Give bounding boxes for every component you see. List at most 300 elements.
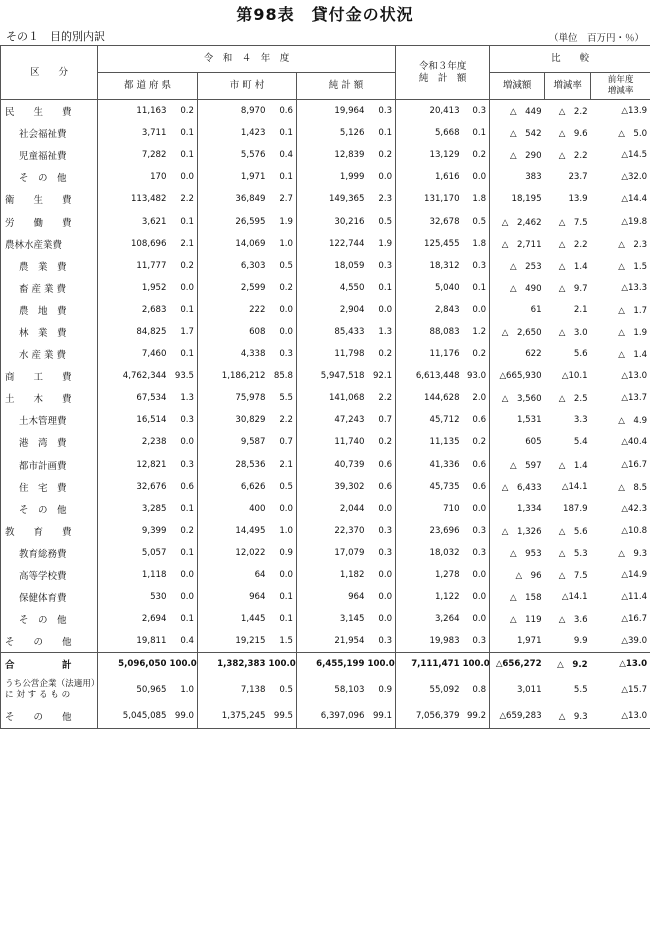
cell-value: 1.0	[170, 675, 198, 705]
row-label-text: 土木管理費	[19, 416, 67, 428]
table-row	[1, 431, 650, 453]
cell-value: 2.2	[269, 409, 297, 431]
cell-value: 18,059	[334, 260, 365, 271]
cell-value: 3,711	[141, 128, 167, 139]
cell-value: 1,118	[141, 570, 167, 581]
cell-value: △13.0	[591, 705, 650, 728]
cell-value: △ 5.3	[558, 548, 588, 559]
cell-value: △ 2,462	[501, 217, 542, 228]
row-label	[1, 608, 98, 630]
cell-value: 964	[348, 592, 365, 603]
row-label	[1, 166, 98, 188]
cell-value: 0.7	[368, 409, 396, 431]
cell-value: △ 3.0	[558, 327, 588, 338]
cell-value: 0.2	[368, 144, 396, 166]
cell-value: 2,238	[141, 437, 167, 448]
cell-value: 9.9	[573, 636, 588, 647]
cell-value: △32.0	[591, 166, 650, 188]
table-row	[1, 277, 650, 299]
cell-value: 5,040	[434, 282, 460, 293]
row-label	[1, 299, 98, 321]
cell-value: 0.1	[170, 343, 198, 365]
cell-value: 2.2	[170, 188, 198, 210]
cell-value: 0.0	[368, 564, 396, 586]
cell-value: 11,777	[136, 260, 167, 271]
cell-value: 0.3	[368, 255, 396, 277]
cell-value: 14,495	[235, 525, 266, 536]
page-title: 第98表 貸付金の状況	[236, 5, 414, 24]
cell-value: 21,954	[334, 636, 365, 647]
cell-value: 22,370	[334, 525, 365, 536]
row-label	[1, 498, 98, 520]
cell-value: △ 4.9	[591, 409, 650, 431]
row-label	[1, 520, 98, 542]
cell-value: 1,423	[240, 128, 266, 139]
cell-value: 0.5	[269, 255, 297, 277]
cell-value: 122,744	[328, 238, 365, 249]
cell-value: 0.0	[368, 498, 396, 520]
cell-value: △ 3.6	[558, 615, 588, 626]
table-row	[1, 653, 650, 676]
cell-value: △ 490	[509, 283, 542, 294]
cell-value: △11.4	[591, 586, 650, 608]
cell-value: 1.8	[463, 233, 490, 255]
cell-value: 0.0	[463, 608, 490, 630]
cell-value: 0.2	[368, 343, 396, 365]
cell-value: 0.1	[170, 608, 198, 630]
cell-value: 0.9	[368, 675, 396, 705]
cell-value: 0.0	[170, 166, 198, 188]
cell-value: 1,445	[240, 614, 266, 625]
table-row	[1, 100, 650, 123]
cell-value: 64	[254, 570, 266, 581]
cell-value: 5,126	[339, 128, 365, 139]
row-label	[1, 387, 98, 409]
row-label-text: そ の 他	[19, 615, 67, 627]
cell-value: 0.0	[269, 564, 297, 586]
row-label-text: に 対 す る も の	[5, 690, 71, 701]
cell-value: 0.6	[463, 476, 490, 498]
cell-value: 1.3	[368, 321, 396, 343]
cell-value: 19,811	[136, 636, 167, 647]
row-label	[1, 100, 98, 123]
table-row	[1, 476, 650, 498]
cell-value: 0.5	[368, 210, 396, 232]
cell-value: 99.1	[368, 705, 396, 728]
table-row	[1, 122, 650, 144]
cell-value: 41,336	[429, 459, 460, 470]
table-row	[1, 343, 650, 365]
cell-value: △16.7	[591, 454, 650, 476]
cell-value: 5.6	[573, 349, 588, 360]
cell-value: 0.2	[463, 431, 490, 453]
cell-value: 0.3	[269, 343, 297, 365]
header-net: 純 計 額	[297, 73, 396, 100]
cell-value: 0.0	[463, 299, 490, 321]
cell-value: 14,069	[235, 238, 266, 249]
row-label	[1, 188, 98, 210]
cell-value: 125,455	[424, 238, 460, 249]
row-label-text: そ の 他	[5, 712, 72, 724]
cell-value: 32,676	[136, 481, 167, 492]
cell-value: 100.0	[368, 653, 396, 676]
table-row	[1, 586, 650, 608]
row-label-text: 児童福祉費	[19, 151, 67, 163]
cell-value: △13.7	[591, 387, 650, 409]
cell-value: 1.0	[269, 520, 297, 542]
cell-value: 3,621	[141, 216, 167, 227]
row-label-text: 教育総務費	[19, 548, 67, 560]
row-label-text: うち公営企業（法適用）	[5, 679, 100, 690]
cell-value: 1.8	[463, 188, 490, 210]
cell-value: 0.0	[170, 277, 198, 299]
header-pref: 都 道 府 県	[98, 73, 198, 100]
cell-value: 30,829	[235, 415, 266, 426]
cell-value: 0.0	[368, 299, 396, 321]
cell-value: 3.3	[573, 415, 588, 426]
cell-value: 0.1	[463, 277, 490, 299]
cell-value: △ 1.7	[591, 299, 650, 321]
row-label	[1, 255, 98, 277]
cell-value: 0.2	[269, 277, 297, 299]
table-row	[1, 321, 650, 343]
cell-value: 0.0	[463, 564, 490, 586]
cell-value: △ 6,433	[501, 482, 542, 493]
row-label-text: そ の 他	[19, 504, 67, 516]
cell-value: 13.9	[568, 194, 588, 205]
row-label-text: 林 業 費	[19, 327, 67, 339]
cell-value: 0.1	[170, 498, 198, 520]
cell-value: 55,092	[429, 685, 460, 696]
cell-value: △ 2.2	[558, 151, 588, 162]
cell-value: 0.9	[269, 542, 297, 564]
cell-value: 0.0	[170, 564, 198, 586]
cell-value: △10.8	[591, 520, 650, 542]
cell-value: 0.2	[170, 100, 198, 123]
cell-value: △ 9.6	[558, 129, 588, 140]
table-row	[1, 608, 650, 630]
cell-value: 2.0	[463, 387, 490, 409]
row-label	[1, 365, 98, 387]
cell-value: 0.1	[170, 299, 198, 321]
cell-value: 131,170	[424, 194, 460, 205]
cell-value: 113,482	[130, 194, 167, 205]
cell-value: 0.3	[368, 100, 396, 123]
cell-value: 1,278	[434, 570, 460, 581]
cell-value: 0.2	[368, 431, 396, 453]
cell-value: 100.0	[269, 653, 297, 676]
cell-value: 383	[525, 172, 542, 183]
cell-value: 99.0	[170, 705, 198, 728]
cell-value: 0.1	[170, 144, 198, 166]
cell-value: 710	[443, 503, 460, 514]
cell-value: 1,186,212	[221, 371, 266, 382]
cell-value: 0.4	[269, 144, 297, 166]
cell-value: △ 2.2	[558, 239, 588, 250]
cell-value: 93.0	[463, 365, 490, 387]
cell-value: 108,696	[130, 238, 167, 249]
header-prev-line2: 増減率	[607, 86, 634, 96]
cell-value: 144,628	[424, 393, 460, 404]
cell-value: 2,044	[339, 503, 365, 514]
cell-value: 3,285	[141, 503, 167, 514]
cell-value: 0.0	[368, 586, 396, 608]
cell-value: 0.6	[463, 454, 490, 476]
row-label	[1, 144, 98, 166]
loan-table	[0, 45, 650, 729]
cell-value: 18,312	[429, 260, 460, 271]
header-compare: 比 較	[490, 46, 650, 73]
cell-value: 12,821	[136, 459, 167, 470]
cell-value: 11,176	[429, 349, 460, 360]
row-label-text: そ の 他	[19, 173, 67, 185]
header-prev-line1: 前年度	[607, 75, 634, 85]
cell-value: 2.1	[573, 304, 588, 315]
cell-value: 170	[150, 172, 167, 183]
cell-value: △14.9	[591, 564, 650, 586]
cell-value: 1,971	[240, 172, 266, 183]
cell-value: 1,971	[516, 636, 542, 647]
cell-value: 88,083	[429, 326, 460, 337]
cell-value: 6,303	[240, 260, 266, 271]
table-row	[1, 387, 650, 409]
cell-value: 1.5	[269, 630, 297, 653]
cell-value: 5.5	[269, 387, 297, 409]
cell-value: 2,904	[339, 304, 365, 315]
header-muni: 市 町 村	[198, 73, 297, 100]
row-label	[1, 630, 98, 653]
cell-value: △ 542	[509, 129, 542, 140]
table-row	[1, 233, 650, 255]
row-label-text: 住 宅 費	[19, 482, 67, 494]
cell-value: △39.0	[591, 630, 650, 653]
cell-value: 7,460	[141, 349, 167, 360]
cell-value: △ 9.3	[591, 542, 650, 564]
cell-value: 1,952	[141, 282, 167, 293]
cell-value: 0.0	[463, 166, 490, 188]
cell-value: △659,283	[490, 705, 545, 728]
cell-value: 0.0	[269, 299, 297, 321]
row-label	[1, 675, 98, 705]
cell-value: 11,740	[334, 437, 365, 448]
row-label-text: 農林水産業費	[5, 239, 63, 251]
row-label	[1, 586, 98, 608]
cell-value: 5.4	[573, 437, 588, 448]
cell-value: △ 1.5	[591, 255, 650, 277]
row-label	[1, 321, 98, 343]
table-row	[1, 409, 650, 431]
cell-value: 0.3	[368, 630, 396, 653]
cell-value: 0.0	[170, 586, 198, 608]
cell-value: 0.1	[269, 608, 297, 630]
cell-value: 2.7	[269, 188, 297, 210]
unit-note: （単位 百万円・％）	[548, 33, 644, 44]
cell-value: △ 9.7	[558, 283, 588, 294]
cell-value: 2.3	[368, 188, 396, 210]
cell-value: 1.2	[463, 321, 490, 343]
cell-value: 400	[249, 503, 266, 514]
cell-value: 0.1	[170, 210, 198, 232]
row-label-text: 労 働 費	[5, 217, 72, 229]
cell-value: 0.3	[463, 542, 490, 564]
cell-value: △ 158	[509, 593, 542, 604]
cell-value: 0.1	[368, 277, 396, 299]
cell-value: 0.2	[170, 520, 198, 542]
cell-value: 0.1	[170, 542, 198, 564]
cell-value: 84,825	[136, 326, 167, 337]
cell-value: △19.8	[591, 210, 650, 232]
cell-value: 0.5	[269, 476, 297, 498]
cell-value: 23,696	[429, 525, 460, 536]
cell-value: 36,849	[235, 194, 266, 205]
cell-value: 50,965	[136, 685, 167, 696]
cell-value: 3,264	[434, 614, 460, 625]
cell-value: 187.9	[562, 503, 588, 514]
cell-value: 11,163	[136, 106, 167, 117]
cell-value: 85.8	[269, 365, 297, 387]
table-row	[1, 299, 650, 321]
header-diff: 増減額	[490, 73, 545, 100]
cell-value: 19,983	[429, 636, 460, 647]
cell-value: △ 597	[509, 460, 542, 471]
row-label-text: 農 地 費	[19, 305, 67, 317]
cell-value: 0.3	[368, 542, 396, 564]
cell-value: 0.5	[463, 210, 490, 232]
table-row	[1, 498, 650, 520]
row-label-text: 教 育 費	[5, 526, 72, 538]
cell-value: 0.5	[269, 675, 297, 705]
cell-value: 5,096,050	[98, 653, 170, 676]
cell-value: △10.1	[561, 371, 588, 382]
table-row	[1, 630, 650, 653]
cell-value: 0.1	[269, 586, 297, 608]
row-label-text: 農 業 費	[19, 261, 67, 273]
cell-value: 2,599	[240, 282, 266, 293]
cell-value: 39,302	[334, 481, 365, 492]
cell-value: 19,964	[334, 106, 365, 117]
row-label-text: 合 計	[5, 660, 72, 672]
cell-value: 7,056,379	[396, 705, 463, 728]
cell-value: 0.3	[463, 630, 490, 653]
cell-value: 0.2	[463, 343, 490, 365]
table-row	[1, 166, 650, 188]
row-label	[1, 476, 98, 498]
cell-value: 93.5	[170, 365, 198, 387]
cell-value: 0.7	[269, 431, 297, 453]
cell-value: 75,978	[235, 393, 266, 404]
cell-value: △ 953	[509, 548, 542, 559]
cell-value: 99.2	[463, 705, 490, 728]
cell-value: 61	[530, 304, 542, 315]
cell-value: 85,433	[334, 326, 365, 337]
cell-value: 0.0	[463, 498, 490, 520]
cell-value: △665,930	[499, 371, 542, 382]
cell-value: 12,022	[235, 547, 266, 558]
cell-value: 100.0	[463, 653, 490, 676]
cell-value: 0.3	[463, 100, 490, 123]
cell-value: △ 2.2	[558, 107, 588, 118]
cell-value: 5,668	[434, 128, 460, 139]
header-r3	[396, 46, 490, 100]
cell-value: 2.1	[269, 454, 297, 476]
cell-value: 222	[249, 304, 266, 315]
cell-value: 4,762,344	[122, 371, 167, 382]
cell-value: 45,735	[429, 481, 460, 492]
cell-value: 3,145	[339, 614, 365, 625]
cell-value: 0.0	[368, 166, 396, 188]
cell-value: 1,122	[434, 592, 460, 603]
cell-value: 40,739	[334, 459, 365, 470]
cell-value: 0.3	[170, 409, 198, 431]
cell-value: △16.7	[591, 608, 650, 630]
cell-value: 7,138	[240, 685, 266, 696]
cell-value: △13.0	[591, 653, 650, 676]
row-label	[1, 653, 98, 676]
cell-value: 0.0	[269, 498, 297, 520]
cell-value: △ 9.3	[545, 705, 591, 728]
table-row	[1, 188, 650, 210]
cell-value: △ 2,650	[501, 327, 542, 338]
cell-value: 30,216	[334, 216, 365, 227]
cell-value: △ 7.5	[558, 571, 588, 582]
cell-value: 17,079	[334, 547, 365, 558]
row-label-text: 高等学校費	[19, 571, 67, 583]
cell-value: △ 1.4	[591, 343, 650, 365]
cell-value: 16,514	[136, 415, 167, 426]
cell-value: 28,536	[235, 459, 266, 470]
cell-value: 0.3	[170, 454, 198, 476]
row-label	[1, 454, 98, 476]
cell-value: △ 1.4	[558, 261, 588, 272]
row-label	[1, 122, 98, 144]
cell-value: 23.7	[568, 172, 588, 183]
cell-value: 0.2	[170, 255, 198, 277]
cell-value: 6,626	[240, 481, 266, 492]
header-prev	[591, 73, 650, 100]
cell-value: △ 1.4	[558, 460, 588, 471]
cell-value: 0.1	[269, 166, 297, 188]
cell-value: △ 2,711	[501, 239, 542, 250]
cell-value: 0.8	[463, 675, 490, 705]
row-label	[1, 542, 98, 564]
table-row	[1, 255, 650, 277]
row-label	[1, 343, 98, 365]
header-r4: 令 和 ４ 年 度	[98, 46, 396, 73]
cell-value: △14.4	[591, 188, 650, 210]
cell-value: 18,195	[511, 194, 542, 205]
row-label	[1, 705, 98, 728]
cell-value: △ 7.5	[558, 217, 588, 228]
table-row	[1, 705, 650, 728]
row-label-text: 港 湾 費	[19, 438, 67, 450]
cell-value: 1.0	[269, 233, 297, 255]
row-label	[1, 277, 98, 299]
cell-value: 1,531	[516, 415, 542, 426]
cell-value: 608	[249, 326, 266, 337]
cell-value: 11,798	[334, 349, 365, 360]
cell-value: 0.0	[368, 608, 396, 630]
cell-value: 47,243	[334, 415, 365, 426]
row-label-text: そ の 他	[5, 637, 72, 649]
cell-value: 18,032	[429, 547, 460, 558]
cell-value: 19,215	[235, 636, 266, 647]
cell-value: 2,694	[141, 614, 167, 625]
cell-value: 1.3	[170, 387, 198, 409]
cell-value: 3,011	[516, 685, 542, 696]
cell-value: 67,534	[136, 393, 167, 404]
cell-value: 5.5	[573, 685, 588, 696]
row-label-text: 商 工 費	[5, 372, 72, 384]
